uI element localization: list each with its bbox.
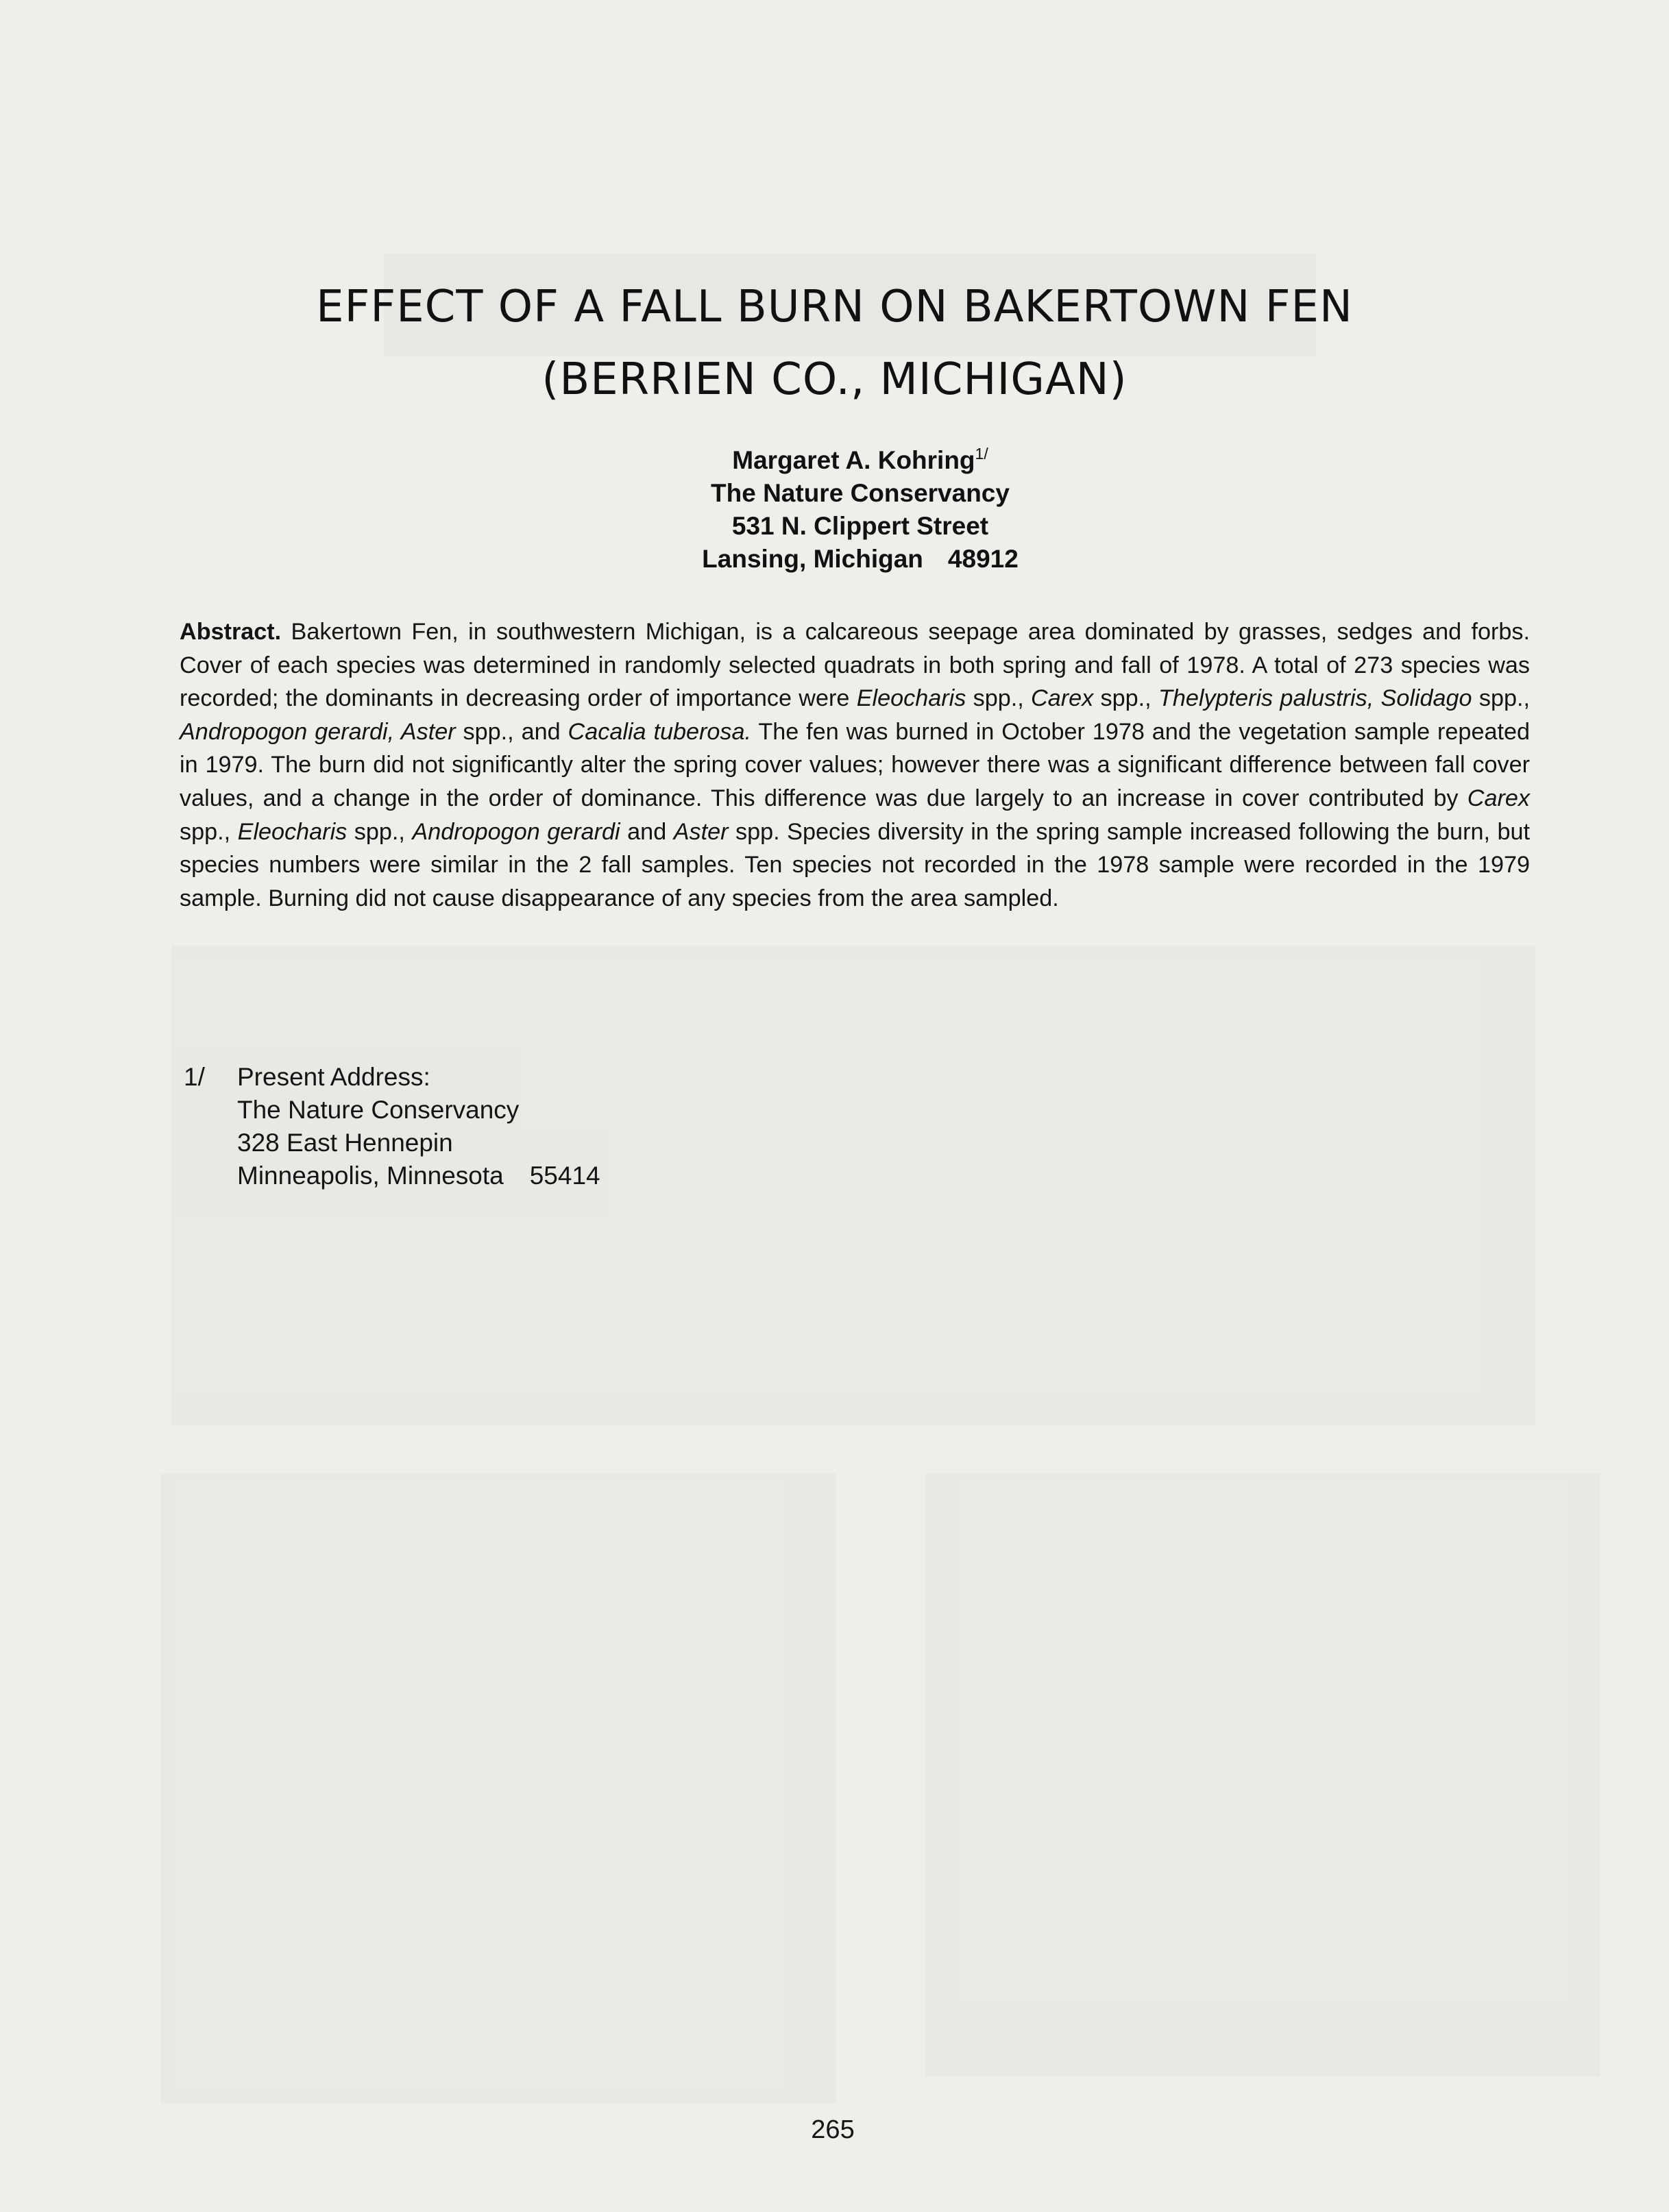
abstract-text: spp., xyxy=(347,818,413,845)
abstract-text: spp., xyxy=(966,685,1032,712)
taxon-name: Thelypteris palustris, Solidago xyxy=(1158,685,1472,712)
abstract-label: Abstract. xyxy=(180,619,282,645)
abstract xyxy=(180,615,1530,915)
footnote-marker: 1/ xyxy=(184,1063,205,1091)
paper-title xyxy=(123,271,1546,416)
abstract-text: spp., xyxy=(1472,685,1530,712)
footnote-zip: 55414 xyxy=(529,1162,600,1190)
author-organization: The Nature Conservancy xyxy=(711,479,1010,507)
footnote-heading: Present Address: xyxy=(237,1063,430,1091)
author-street: 531 N. Clippert Street xyxy=(731,512,989,540)
abstract-text: and xyxy=(620,818,674,845)
author-block xyxy=(535,444,1186,576)
taxon-name: Aster xyxy=(673,818,729,845)
author-city-line xyxy=(535,543,1186,576)
footnote-city-state: Minneapolis, Minnesota xyxy=(237,1162,504,1190)
author-name-line xyxy=(535,444,1186,477)
abstract-text: spp. Species diversity in the spring sample increased following the burn, but species numbers were similar in the 2 fall samples. Ten species not recorded in the 1978 sample were recorded in the 1979 sample. Burning did not cause disappearance of any species from the area sampled. xyxy=(180,818,1530,911)
taxon-name: Andropogon gerardi xyxy=(412,818,620,845)
title-line-2: (BERRIEN CO., MICHIGAN) xyxy=(541,354,1128,405)
abstract-text: spp., xyxy=(1093,685,1158,712)
taxon-name: Eleocharis xyxy=(856,685,966,712)
footnote-organization: The Nature Conservancy xyxy=(237,1096,520,1124)
author-name: Margaret A. Kohring xyxy=(732,446,975,474)
page-number: 265 xyxy=(811,2115,855,2144)
taxon-name: Cacalia tuberosa. xyxy=(568,718,752,745)
author-footnote-marker: 1/ xyxy=(975,445,988,463)
abstract-text: Bakertown Fen, in southwestern Michigan, is a calcareous seepage area dominated by grasses, sedges and forbs. Cover of each species was determined in randomly selected quadrats in both spring and fall of 1978. A total of 273 species was recorded; the dominants in decreasing order of importance were xyxy=(180,619,1530,712)
abstract-text: spp., xyxy=(180,818,238,845)
author-city-state: Lansing, Michigan xyxy=(702,545,923,573)
title-line-1: EFFECT OF A FALL BURN ON BAKERTOWN FEN xyxy=(316,282,1353,332)
footnote-street: 328 East Hennepin xyxy=(237,1129,453,1157)
taxon-name: Eleocharis xyxy=(237,818,348,845)
footnote-lines xyxy=(237,1061,600,1192)
abstract-text: The fen was burned in October 1978 and the vegetation sample repeated in 1979. The burn did not significantly alter the spring cover values; however there was a significant difference between fall cover values, and a change in the order of dominance. This difference was due largely to an increase in cover contributed by xyxy=(180,718,1530,811)
taxon-name: Andropogon gerardi, Aster xyxy=(180,718,456,745)
footnote-city-line xyxy=(237,1159,600,1192)
author-zip: 48912 xyxy=(947,545,1019,573)
abstract-text: spp., and xyxy=(455,718,568,745)
taxon-name: Carex xyxy=(1031,685,1094,712)
taxon-name: Carex xyxy=(1467,785,1530,811)
